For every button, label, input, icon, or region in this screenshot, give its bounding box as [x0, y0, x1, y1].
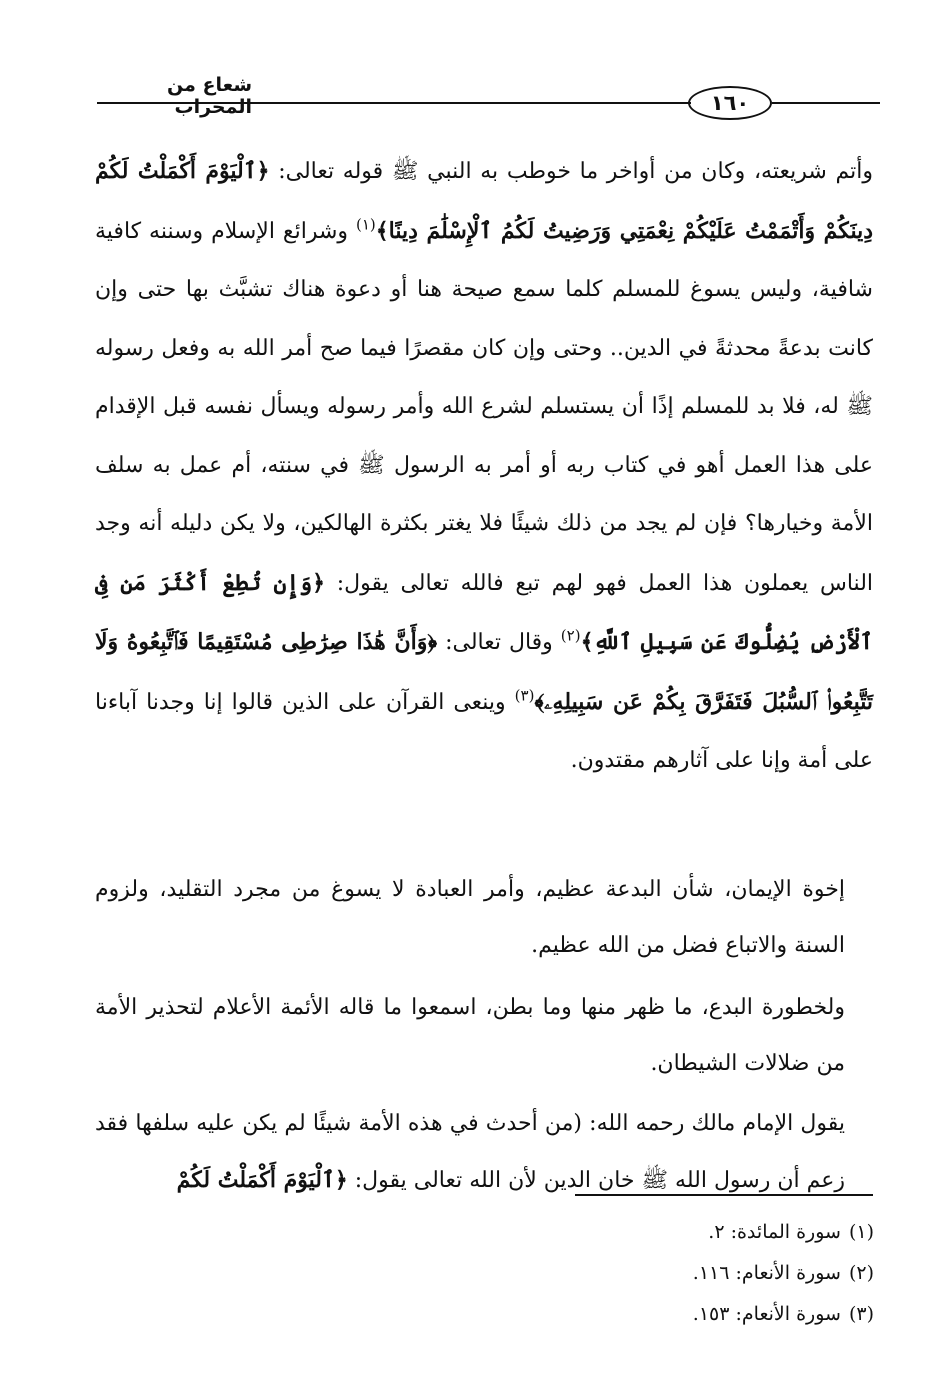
footnote-text: سورة المائدة: ٢. — [708, 1221, 841, 1243]
paragraph-1-part-b: وشرائع الإسلام وسننه كافية شافية، وليس يسوغ للمسلم كلما سمع صيحة هنا أو دعوة هناك تشبَّث بها حتى وإن كانت بدعةً محدثةً في الدين.. وحتى وإن كان مقصرًا فيما صح أمر الله به وفعل رسوله ﷺ له، فلا بد للمسلم إذًا أن يستسلم لشرع الله وأمر رسوله ويسأل نفسه قبل الإقدام على هذا العمل أهو في كتاب ربه أو أمر به الرسول ﷺ في سنته، أم عمل به سلف الأمة وخيارها؟ فإن لم يجد من ذلك شيئًا فلا يغتر بكثرة الهالكين، ولا يكن دليله أنه وجد الناس يعملون هذا العمل فهو لهم تبع فالله تعالى يقول: — [95, 218, 874, 596]
footnote-item — [474, 1212, 874, 1253]
running-title: شعاع من المحراب — [167, 74, 252, 118]
footnote-number: (٢) — [848, 1262, 874, 1284]
footnote-ref-1: (١) — [355, 215, 376, 234]
footnote-ref-3: (٣) — [514, 686, 535, 705]
quran-quote-4: ﴿ٱلْيَوْمَ أَكْمَلْتُ لَكُمْ — [176, 1167, 348, 1193]
paragraph-1-part-c: وقال تعالى: — [437, 630, 561, 655]
footnote-divider — [575, 1194, 873, 1196]
paragraph-1-part-a: وأتم شريعته، وكان من أواخر ما خوطب به النبي ﷺ قوله تعالى: — [269, 159, 873, 184]
paragraph-2-text: إخوة الإيمان، شأن البدعة عظيم، وأمر العبادة لا يسوغ من مجرد التقليد، ولزوم السنة والاتباع فضل من الله عظيم. — [95, 877, 845, 958]
footnote-number: (٣) — [848, 1303, 874, 1325]
quran-quote-3: ﴿وَأَنَّ هَٰذَا صِرَٰطِى مُسْتَقِيمًا فَٱتَّبِعُوهُ وَلَا تَتَّبِعُوا۟ ٱلسُّبُلَ فَتَفَرَّقَ بِكُمْ عَن سَبِيلِهِۦ﴾ — [95, 629, 873, 715]
quran-quote-1: ﴿ٱلْيَوْمَ أَكْمَلْتُ لَكُمْ دِينَكُمْ وَأَتْمَمْتُ عَلَيْكُمْ نِعْمَتِي وَرَضِيتُ لَكُمُ ٱلْإِسْلَٰمَ دِينًا﴾ — [95, 158, 874, 244]
paragraph-3-text: ولخطورة البدع، ما ظهر منها وما بطن، اسمعوا ما قاله الأئمة الأعلام لتحذير الأمة من ضلالات الشيطان. — [95, 995, 845, 1076]
header-rule-right — [772, 102, 880, 104]
header-rule-left — [97, 102, 691, 104]
paragraph-4-text: يقول الإمام مالك رحمه الله: (من أحدث في هذه الأمة شيئًا لم يكن عليه سلفها فقد زعم أن رسول الله ﷺ خان الدين لأن الله تعالى يقول: — [95, 1111, 845, 1193]
footnote-item — [474, 1253, 874, 1294]
footnote-ref-2: (٢) — [560, 626, 581, 645]
paragraph-1 — [95, 142, 873, 791]
footnotes — [474, 1212, 874, 1335]
quran-quote-2: ﴿وَإِن تُطِعْ أَكْثَرَ مَن فِى ٱلْأَرْضِ يُضِلُّوكَ عَن سَبِيلِ ٱللَّهِ﴾ — [95, 569, 874, 655]
footnote-number: (١) — [848, 1221, 874, 1243]
footnote-text: سورة الأنعام: ١١٦. — [692, 1262, 841, 1284]
paragraph-1-part-d: وينعى القرآن على الذين قالوا إنا وجدنا آباءنا على أمة وإنا على آثارهم مقتدون. — [95, 689, 873, 773]
page-number: ١٦٠ — [688, 86, 772, 120]
footnote-text: سورة الأنعام: ١٥٣. — [692, 1303, 841, 1325]
footnote-item — [474, 1294, 874, 1335]
paragraph-4 — [95, 1074, 873, 1231]
